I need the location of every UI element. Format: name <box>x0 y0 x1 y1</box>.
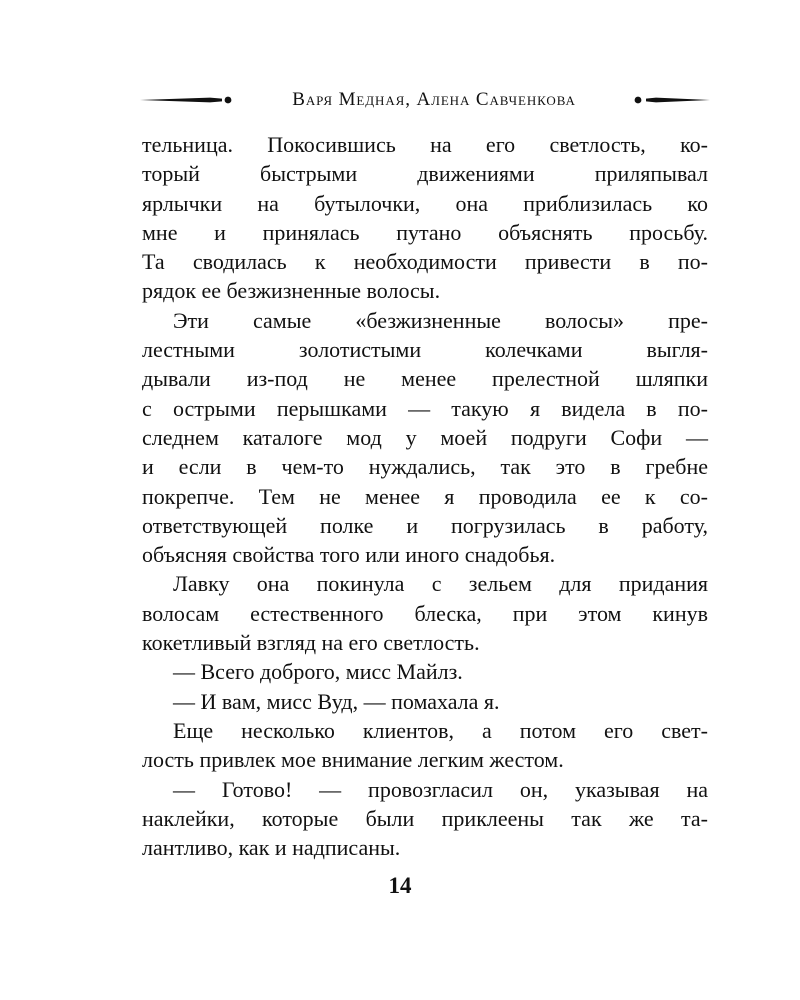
text-line: мне и принялась путано объяснять просьбу. <box>142 219 708 245</box>
text-line: лестными золотистыми колечками выгля- <box>142 337 708 363</box>
text-line: объясняя свойства того или иного снадобья. <box>142 542 556 568</box>
text-line: с острыми перышками — такую я видела в по- <box>142 395 708 421</box>
text-paragraph <box>142 569 708 657</box>
text-line: — Всего доброго, мисс Майлз. <box>173 659 463 685</box>
text-paragraph <box>142 130 708 306</box>
dialogue-paragraph <box>142 775 708 863</box>
text-line: рядок ее безжизненные волосы. <box>142 278 441 304</box>
text-line: Лавку она покинула с зельем для придания <box>173 571 708 597</box>
text-line: — Готово! — провозгласил он, указывая на <box>173 776 708 802</box>
text-line: волосам естественного блеска, при этом кинув <box>142 600 708 626</box>
text-line: — И вам, мисс Вуд, — помахала я. <box>173 688 500 714</box>
text-line: торый быстрыми движениями приляпывал <box>142 161 708 187</box>
text-line: наклейки, которые были приклеены так же та- <box>142 805 708 831</box>
running-header <box>140 86 710 114</box>
text-paragraph <box>142 716 708 775</box>
text-line: ярлычки на бутылочки, она приблизилась ко <box>142 190 708 216</box>
header-ornament-right <box>634 86 710 114</box>
dialogue-paragraph <box>142 687 708 716</box>
text-line: и если в чем-то нуждались, так это в гребне <box>142 454 708 480</box>
text-line: Эти самые «безжизненные волосы» пре- <box>173 307 708 333</box>
running-header-title: Варя Медная, Алена Савченкова <box>292 89 576 110</box>
text-line: лантливо, как и надписаны. <box>142 835 401 861</box>
text-line: тельница. Покосившись на его светлость, ко- <box>142 132 708 157</box>
text-line: Еще несколько клиентов, а потом его свет- <box>173 717 708 743</box>
text-paragraph <box>142 306 708 570</box>
text-line: Та сводилась к необходимости привести в по- <box>142 249 708 275</box>
text-line: покрепче. Тем не менее я проводила ее к со- <box>142 483 708 509</box>
text-line: следнем каталоге мод у моей подруги Софи — <box>142 424 708 450</box>
header-ornament-left <box>140 86 232 114</box>
text-line: ответствующей полке и погрузилась в работу, <box>142 512 708 538</box>
text-line: дывали из-под не менее прелестной шляпки <box>142 366 708 392</box>
dialogue-paragraph <box>142 657 708 686</box>
page-number: 14 <box>388 873 412 898</box>
body-text <box>142 130 708 862</box>
text-line: кокетливый взгляд на его светлость. <box>142 630 480 656</box>
text-line: лость привлек мое внимание легким жестом. <box>142 747 564 773</box>
